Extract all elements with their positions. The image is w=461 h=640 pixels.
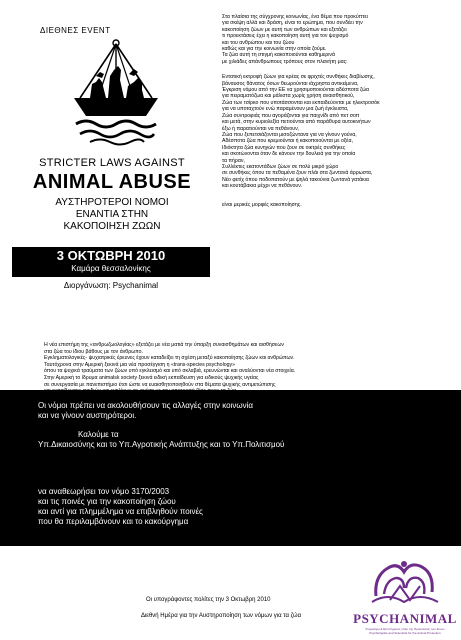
animal-rescue-logo-icon — [66, 38, 166, 146]
intro-line: τι προεκτάσεις έχει η κακοποίηση αυτή για τον ψυχισμό — [222, 33, 349, 40]
science-line: στα ζώα του ίδιου βάθους με τον άνθρωπο. — [44, 348, 143, 355]
demand-line: Οι νόμοι πρέπει να ακολουθήσουν τις αλλαγές στην κοινωνία — [38, 401, 254, 410]
demand-line: και τις ποινές για την κακοποίηση ζώου — [38, 497, 176, 506]
science-line: σε συνεργασία με πανεπιστήμιο έτσι ώστε να ευαισθητοποιηθούν στα θέματα ψυχικής αντιμετώπισης — [44, 381, 276, 388]
abuse-list-line: Ιδιόκτητα ζώα κυνηγών που ζουν σε οικτρές συνθήκες — [222, 144, 346, 151]
intro-line: Στα πλαίσια της σύγχρονης κοινωνίας, ένα θέμα που προκύπτει — [222, 14, 368, 20]
abuse-list-line: Αδέσποτα ζώα που κρεμιούνται ή κακοποιούνται με οξέα, — [222, 138, 353, 145]
science-line: Η νέα επιστήμη της «ανθρωζωολογίας» εξετάζει με νέα ματιά την ύπαρξη συναισθημάτων και αισθήσεων — [44, 342, 284, 348]
intro-line: καθώς και για την κοινωνία στην οποία ζούμε. — [222, 46, 327, 53]
event-label: ΔΙΕΘΝΕΣ EVENT — [40, 26, 111, 35]
demand-line: Υπ.Δικαιοσύνης και το Υπ.Αγροτικής Ανάπτυξης και το Υπ.Πολιτισμού — [38, 440, 285, 449]
greek-title — [20, 197, 204, 233]
abuse-list-line: Ζώα των τσίρκο που υποτάσσονται και εκπαιδεύονται με ηλεκτροσόκ — [222, 99, 380, 106]
intro-text-block — [222, 14, 452, 208]
abuse-list — [222, 74, 452, 189]
psychanimal-emblem-icon — [370, 556, 440, 606]
abuse-list-line: και κουτάβακια μέχρι να πεθάνουν. — [222, 183, 303, 190]
abuse-list-line: βάναυσος θάνατος όσων θεωρούνται ιάχρηστα αντικείμενα, — [222, 80, 359, 87]
science-line: Ταυτόχρονα στην Αμερική ξεκινά μια νέα προσέγγιση η «trans-species psychology» — [44, 361, 235, 368]
demand-line: να αναθεωρήσει τον νόμο 3170/2003 — [38, 487, 170, 496]
stricter-laws-label: STRICTER LAWS AGAINST — [39, 157, 185, 169]
psychanimal-subtitle-line: Psychologists and Scientists for the Animal Protection — [369, 631, 441, 635]
abuse-list-line: Ζώα συντροφιάς που αγοράζονται για παιχνίδι από πετ σοπ — [222, 112, 360, 119]
abuse-list-line: έξω ή παρατιούνται να πεθάνουν, — [222, 125, 300, 132]
abuse-list-line: και μετά, στην κυριολεξία πετιούνται από παράθυρα αυτοκινήτων — [222, 119, 371, 126]
abuse-list-line: και σκοτώνονται όταν δε κάνουν την δουλειά για την οποία — [222, 151, 356, 158]
science-line: Εγκληματολογικές- ψυχιατρικές έρευνες έχουν καταδείξει τη σχέση μεταξύ κακοποίησης ζώων και ανθρώπων. — [44, 355, 295, 362]
abuse-list-line: Εντατική εκτροφή ζώων για κρέας σε φριχτές συνθήκες διαβίωσης, — [222, 74, 375, 81]
psychanimal-subtitle-line: Ψυχολόγοι & Επιστήμονες υπέρ της Προστασίας των Ζώων — [365, 627, 445, 631]
abuse-list-line: για να υποταχτούν ενώ παραμένουν μια ζωή έγκλειστα, — [222, 106, 349, 113]
abuse-list-line: Συλλέκτες εκατοντάδων ζώων σε πολύ μικρό χώρο — [222, 163, 339, 170]
event-place: Καμάρα θεσσαλονίκης — [71, 264, 151, 273]
demand-laws — [38, 401, 338, 421]
psychanimal-logo — [350, 556, 460, 638]
science-line: Στην Αμερική το ίδρυμα animalsk society ξεκινά ειδική εκπαίδευση για ειδικούς ψυχικής υγείας — [44, 374, 259, 381]
abuse-list-line: Νέο φετίχ όπου ποδοπατούν με ψηλά τακούνια ζωντανά γατάκια — [222, 176, 369, 183]
abuse-list-line: τα πήραν, — [222, 157, 245, 164]
demand-line: που θα περιλαμβάνουν και το κακούργημα — [38, 517, 189, 526]
greek-title-line: ΑΥΣΤΗΡΟΤΕΡΟΙ ΝΟΜΟΙ — [55, 197, 169, 208]
date-banner — [12, 247, 210, 277]
abuse-list-line: Ζώα που ξεπετσιάζονται μισοζώντανα για να γίνουν γούνα, — [222, 131, 357, 138]
intro-line: Τα ζώα αυτή τη στιγμή κακοποιούνται καθημερινά — [222, 52, 335, 59]
abuse-list-line: για πειραματόζωα και μάλιστα χωρίς χρήση αναισθητικού, — [222, 93, 355, 100]
signers-line: Οι υπογράφοντες πολίτες την 3 Οκτωβρη 2010 — [146, 597, 271, 603]
demand-line: και αντί για πλημμέλημα να επιβληθούν ποινές — [38, 507, 203, 516]
abuse-list-tail: είναι μερικές μορφές κακοποίησης. — [222, 201, 302, 208]
organizer-label: Διοργάνωση: Psychanimal — [63, 281, 159, 290]
science-paragraph — [44, 342, 444, 395]
intro-line: κακοποίηση ζώων με αυτή των ανθρώπων και εξετάζει — [222, 26, 347, 33]
greek-title-line: ΚΑΚΟΠΟΙΗΣΗ ΖΩΩΝ — [63, 221, 161, 232]
demands-box — [0, 390, 461, 546]
abuse-list-line: σε συνθήκες όπου τα πεθαμένα ζουν πλάι στα ζωντανά άρρωστα, — [222, 170, 373, 177]
demand-line: και να γίνουν αυστηρότεροι. — [38, 411, 137, 420]
headline-animal-abuse: ANIMAL ABUSE — [32, 171, 192, 193]
event-date: 3 ΟΚΤΩΒΡΗ 2010 — [56, 248, 166, 263]
abuse-list-line: Έγκριση νόμου από την ΕΕ να χρησιμοποιούνται αδέσποτα ζώα — [222, 87, 370, 94]
intro-line: και του ανθρώπου και του ζώου — [222, 39, 295, 46]
demand-ministries — [38, 430, 418, 450]
greek-title-line: ΕΝΑΝΤΙΑ ΣΤΗΝ — [75, 209, 149, 220]
psychanimal-name: PSYCHANIMAL — [353, 611, 457, 626]
science-line: όπου τα ψυχικά τραύματα των ζώων υπό εγκλεισμό και υπό σκλαβιά, ερευνώνται και αναλύονται νέα στοιχεία. — [44, 368, 296, 375]
intro-line: με χιλιάδες απάνθρωπους τρόπους στον πλανήτη μας: — [222, 58, 348, 65]
day-note: Διεθνή Ημέρα για την Αυστηροποίηση των νόμων για τα ζώα — [140, 613, 302, 619]
demand-revision — [38, 487, 418, 527]
demand-line: Καλούμε τα — [78, 430, 119, 439]
psychanimal-subtitle — [350, 627, 460, 635]
intro-line: για σκέψη αλλά και δράση, είναι το ερώτημα, που συνδέει την — [222, 20, 363, 27]
